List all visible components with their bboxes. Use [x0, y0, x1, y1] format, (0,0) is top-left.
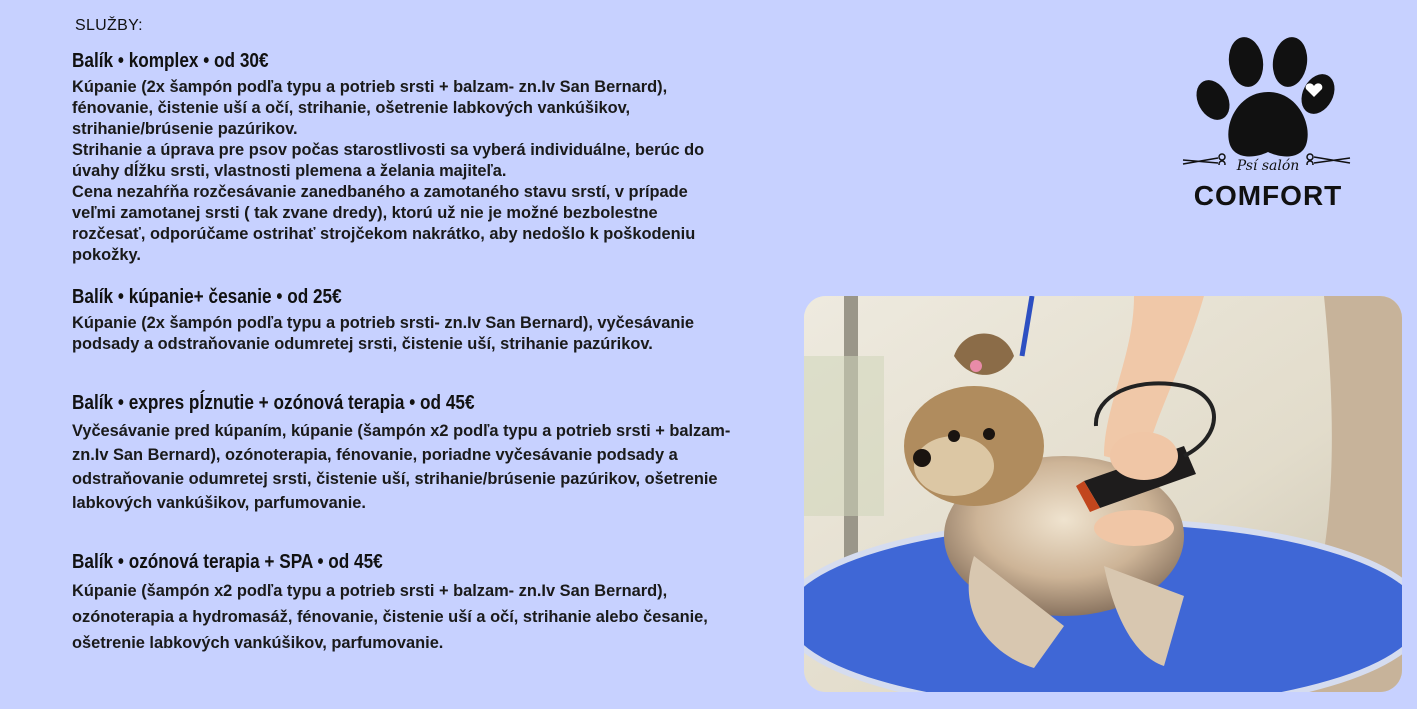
salon-logo — [1178, 30, 1358, 215]
paw-icon — [1178, 30, 1358, 165]
package-description: Vyčesávanie pred kúpaním, kúpanie (šampón x2 podľa typu a potrieb srsti + balzam- zn.Iv San Bernard), ozónoterapia, fénovanie, poriadne vyčesávanie podsady a odstraňovanie odumretej srsti, čistenie uší, strihanie/brúsenie pazúrikov, ošetrenie labkových vankúšikov, parfumovanie. — [72, 422, 731, 512]
package-description: Kúpanie (2x šampón podľa typu a potrieb srsti- zn.Iv San Bernard), vyčesávanie podsady a odstraňovanie odumretej srsti, čistenie uší, strihanie pazúrikov. — [72, 314, 695, 353]
logo-subtitle: Psí salón — [1236, 158, 1300, 174]
package-expres — [72, 392, 730, 515]
package-ozon-spa — [72, 551, 708, 656]
package-title: Balík • komplex • od 30€ — [72, 50, 269, 72]
package-title: Balík • ozónová terapia + SPA • od 45€ — [72, 551, 383, 573]
package-komplex — [72, 50, 704, 266]
package-title: Balík • expres pĺznutie + ozónová terapia • od 45€ — [72, 392, 475, 414]
dog-grooming-photo — [804, 296, 1402, 692]
package-title: Balík • kúpanie+ česanie • od 25€ — [72, 286, 342, 308]
package-description: Kúpanie (šampón x2 podľa typu a potrieb srsti + balzam- zn.Iv San Bernard), ozónoterapia a hydromasáž, fénovanie, čistenie uší a očí, strihanie alebo česanie, ošetrenie labkových vankúšikov, parfumovanie. — [72, 582, 708, 652]
logo-name: COMFORT — [1193, 180, 1343, 211]
package-description: Kúpanie (2x šampón podľa typu a potrieb srsti + balzam- zn.Iv San Bernard), fénovanie, čistenie uší a očí, strihanie, ošetrenie labkových vankúšikov, strihanie/brúsenie pazúrikov. Strihanie a úprava pre psov počas starostlivosti sa vyberá individuálne, berúc do úvahy dĺžku srsti, vlastnosti plemena a želania majiteľa. Cena nezahŕňa rozčesávanie zanedbaného a zamotaného stavu srstí, v prípade veľmi zamotanej srsti ( tak zvane dredy), ktorú už nie je možné bezbolestne rozčesať, odporúčame ostrihať strojčekom nakrátko, aby nedošlo k poškodeniu pokožky. — [72, 78, 705, 264]
page-title: SLUŽBY: — [75, 17, 143, 34]
package-kupanie-cesanie — [72, 286, 694, 355]
dog-grooming-illustration — [804, 296, 1402, 692]
